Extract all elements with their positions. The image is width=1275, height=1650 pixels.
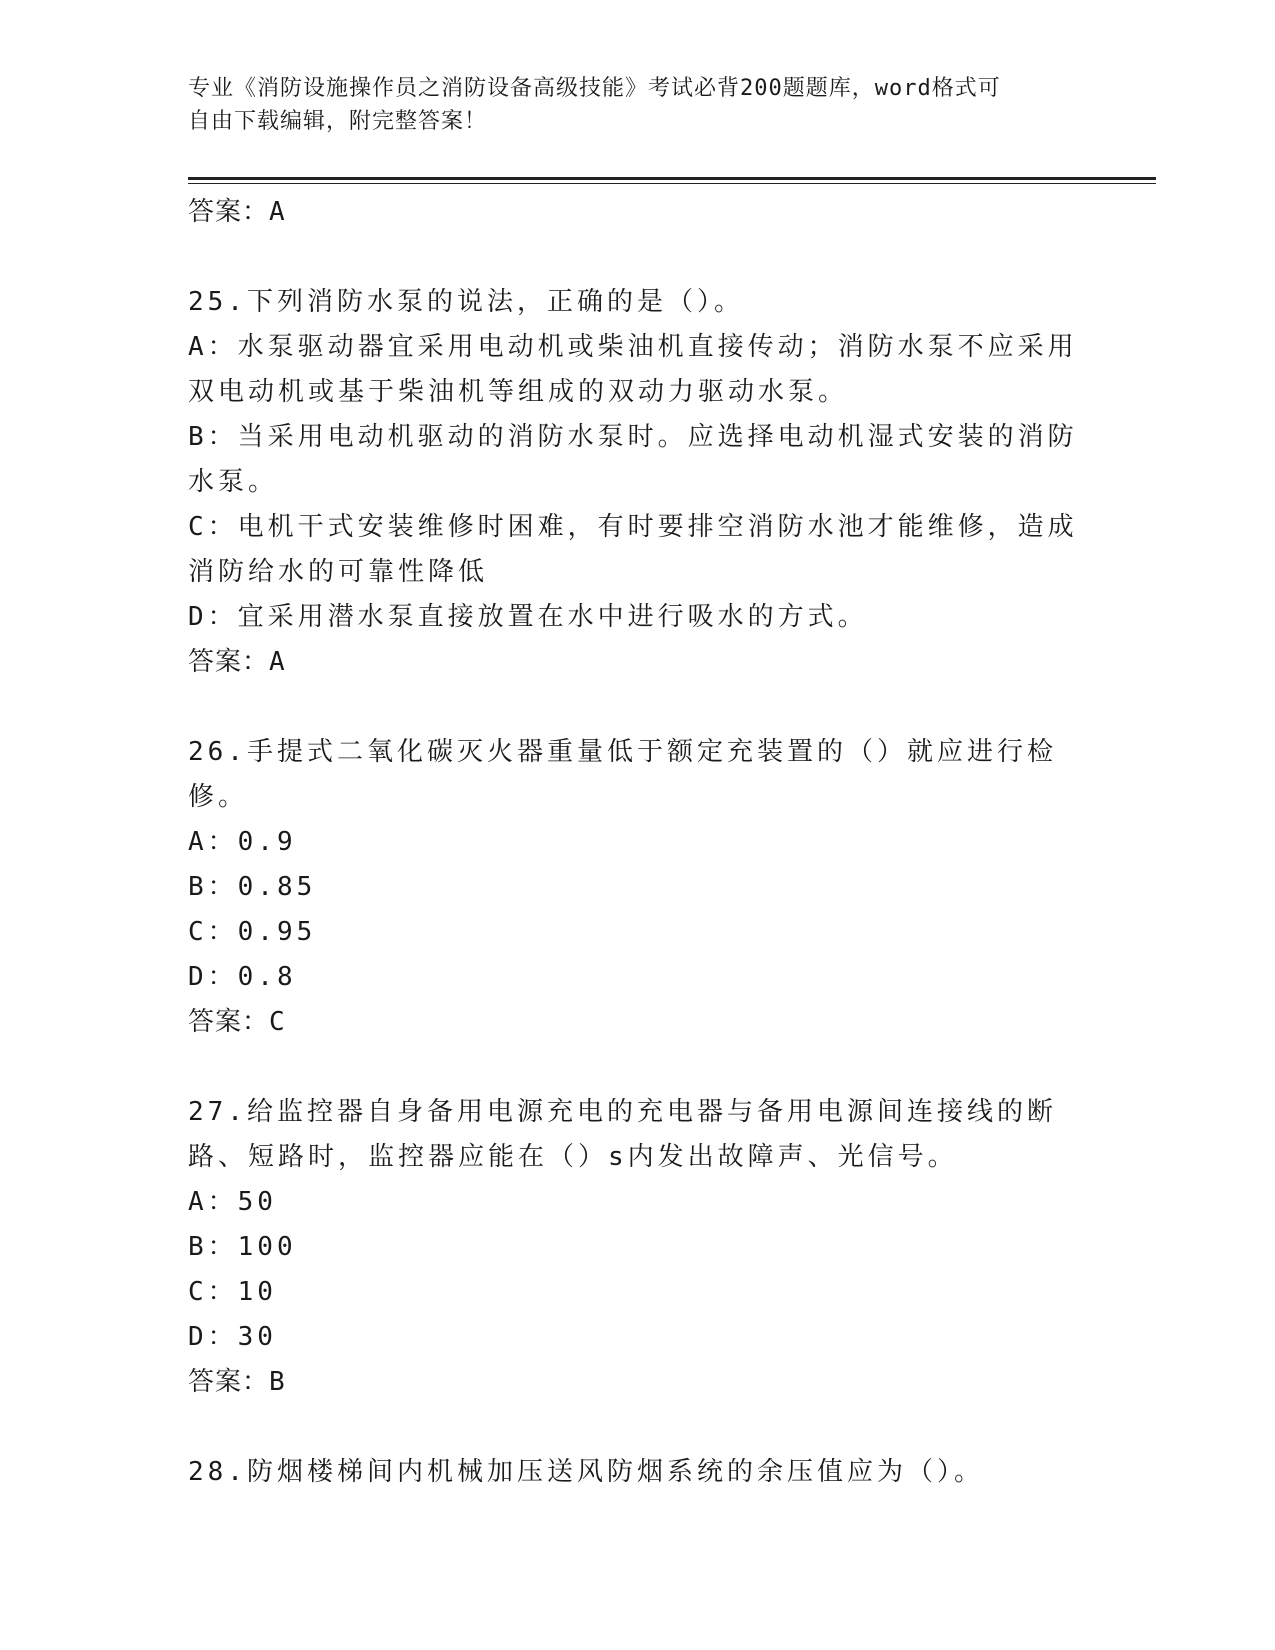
answer-label: 答案：	[188, 1007, 270, 1037]
option-d: D：30	[188, 1322, 277, 1352]
answer-line	[188, 190, 1088, 235]
question-body	[188, 190, 1088, 1495]
option-c: C：10	[188, 1277, 277, 1307]
option-b: B：当采用电动机驱动的消防水泵时。应选择电动机湿式安装的消防水泵。	[188, 422, 1078, 497]
question-27	[188, 1090, 1088, 1405]
option-b: B：100	[188, 1232, 297, 1262]
answer-value: B	[269, 1367, 286, 1397]
header-divider-thin	[188, 183, 1156, 184]
option-a: A：0.9	[188, 827, 297, 857]
header-line-1: 专业《消防设施操作员之消防设备高级技能》考试必背200题题库，word格式可	[188, 76, 1001, 101]
answer-label: 答案：	[188, 647, 270, 677]
spacer	[188, 1405, 1088, 1450]
header-divider-thick	[188, 177, 1156, 180]
answer-value: A	[269, 647, 286, 677]
answer-line	[188, 640, 1088, 685]
option-d: D：宜采用潜水泵直接放置在水中进行吸水的方式。	[188, 602, 868, 632]
spacer	[188, 1045, 1088, 1090]
question-stem: 27.给监控器自身备用电源充电的充电器与备用电源间连接线的断路、短路时，监控器应能在（）s内发出故障声、光信号。	[188, 1097, 1057, 1172]
answer-line	[188, 1000, 1088, 1045]
option-b: B：0.85	[188, 872, 317, 902]
document-header	[188, 72, 1068, 138]
answer-value: C	[269, 1007, 286, 1037]
question-28	[188, 1450, 1088, 1495]
header-line-2: 自由下载编辑，附完整答案！	[188, 109, 488, 134]
answer-label: 答案：	[188, 1367, 270, 1397]
question-26	[188, 730, 1088, 1045]
question-stem: 25.下列消防水泵的说法，正确的是（）。	[188, 287, 744, 317]
option-a: A：水泵驱动器宜采用电动机或柴油机直接传动；消防水泵不应采用双电动机或基于柴油机等组成的双动力驱动水泵。	[188, 332, 1078, 407]
question-25	[188, 280, 1088, 685]
question-stem: 26.手提式二氧化碳灭火器重量低于额定充装置的（）就应进行检修。	[188, 737, 1057, 812]
option-c: C：0.95	[188, 917, 317, 947]
option-d: D：0.8	[188, 962, 297, 992]
question-stem: 28.防烟楼梯间内机械加压送风防烟系统的余压值应为（）。	[188, 1457, 984, 1487]
answer-label: 答案：	[188, 197, 270, 227]
option-c: C：电机干式安装维修时困难，有时要排空消防水池才能维修，造成消防给水的可靠性降低	[188, 512, 1078, 587]
answer-line	[188, 1360, 1088, 1405]
spacer	[188, 685, 1088, 730]
answer-value: A	[269, 197, 286, 227]
option-a: A：50	[188, 1187, 277, 1217]
spacer	[188, 235, 1088, 280]
